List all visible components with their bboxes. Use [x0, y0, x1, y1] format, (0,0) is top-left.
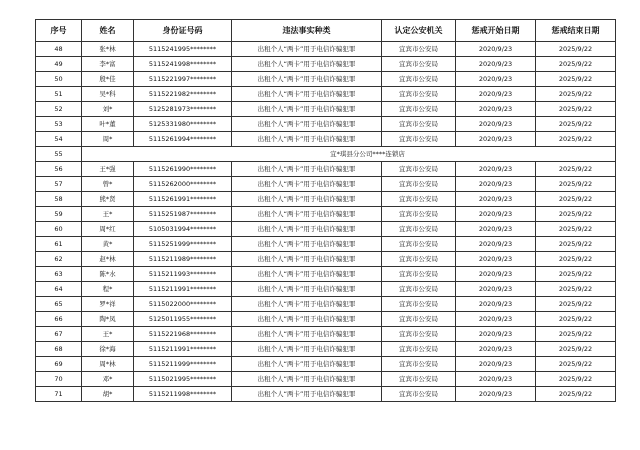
table-row	[36, 102, 616, 117]
cell-name: 吴*科	[82, 87, 134, 102]
cell-violation-type: 出租个人“两卡”用于电信诈骗犯罪	[232, 297, 382, 312]
cell-end-date: 2025/9/22	[536, 342, 616, 357]
cell-agency: 宜宾市公安局	[382, 297, 456, 312]
cell-serial: 53	[36, 117, 82, 132]
cell-violation-type: 出租个人“两卡”用于电信诈骗犯罪	[232, 387, 382, 402]
cell-serial: 63	[36, 267, 82, 282]
cell-end-date: 2025/9/22	[536, 237, 616, 252]
cell-serial: 50	[36, 72, 82, 87]
records-table	[35, 19, 616, 402]
cell-serial: 65	[36, 297, 82, 312]
cell-start-date: 2020/9/23	[456, 282, 536, 297]
cell-serial: 49	[36, 57, 82, 72]
cell-start-date: 2020/9/23	[456, 57, 536, 72]
cell-name: 赵*林	[82, 252, 134, 267]
cell-id-number: 5115261991********	[134, 192, 232, 207]
cell-serial: 54	[36, 132, 82, 147]
cell-name: 熊*贤	[82, 192, 134, 207]
cell-name: 胡*	[82, 387, 134, 402]
cell-serial: 55	[36, 147, 82, 162]
cell-start-date: 2020/9/23	[456, 297, 536, 312]
cell-violation-type: 出租个人“两卡”用于电信诈骗犯罪	[232, 42, 382, 57]
cell-name: 徐*海	[82, 342, 134, 357]
cell-id-number: 5125281973********	[134, 102, 232, 117]
cell-start-date: 2020/9/23	[456, 117, 536, 132]
table-row	[36, 42, 616, 57]
cell-id-number: 5115221997********	[134, 72, 232, 87]
cell-name: 黄*	[82, 237, 134, 252]
table-row	[36, 147, 616, 162]
cell-start-date: 2020/9/23	[456, 312, 536, 327]
table-row	[36, 387, 616, 402]
cell-start-date: 2020/9/23	[456, 267, 536, 282]
cell-name: 程*	[82, 282, 134, 297]
table-row	[36, 282, 616, 297]
cell-end-date: 2025/9/22	[536, 282, 616, 297]
cell-agency: 宜宾市公安局	[382, 222, 456, 237]
cell-id-number: 5115211998********	[134, 387, 232, 402]
cell-violation-type: 出租个人“两卡”用于电信诈骗犯罪	[232, 312, 382, 327]
document-sheet	[35, 19, 615, 402]
cell-agency: 宜宾市公安局	[382, 372, 456, 387]
cell-violation-type: 出租个人“两卡”用于电信诈骗犯罪	[232, 267, 382, 282]
table-row	[36, 162, 616, 177]
cell-serial: 52	[36, 102, 82, 117]
cell-name: 王*	[82, 327, 134, 342]
cell-violation-type: 出租个人“两卡”用于电信诈骗犯罪	[232, 192, 382, 207]
cell-violation-type: 出租个人“两卡”用于电信诈骗犯罪	[232, 102, 382, 117]
cell-id-number: 5115211993********	[134, 267, 232, 282]
table-row	[36, 132, 616, 147]
cell-end-date: 2025/9/22	[536, 42, 616, 57]
cell-start-date: 2020/9/23	[456, 252, 536, 267]
cell-start-date: 2020/9/23	[456, 222, 536, 237]
cell-agency: 宜宾市公安局	[382, 312, 456, 327]
cell-serial: 57	[36, 177, 82, 192]
header-id-number: 身份证号码	[134, 20, 232, 42]
cell-end-date: 2025/9/22	[536, 117, 616, 132]
cell-serial: 59	[36, 207, 82, 222]
header-serial: 序号	[36, 20, 82, 42]
cell-agency: 宜宾市公安局	[382, 237, 456, 252]
cell-serial: 61	[36, 237, 82, 252]
cell-violation-type: 出租个人“两卡”用于电信诈骗犯罪	[232, 357, 382, 372]
cell-end-date: 2025/9/22	[536, 87, 616, 102]
cell-agency: 宜宾市公安局	[382, 267, 456, 282]
cell-agency: 宜宾市公安局	[382, 252, 456, 267]
cell-end-date: 2025/9/22	[536, 57, 616, 72]
cell-end-date: 2025/9/22	[536, 387, 616, 402]
cell-violation-type: 出租个人“两卡”用于电信诈骗犯罪	[232, 57, 382, 72]
table-row	[36, 327, 616, 342]
cell-violation-type: 出租个人“两卡”用于电信诈骗犯罪	[232, 117, 382, 132]
cell-end-date: 2025/9/22	[536, 132, 616, 147]
cell-start-date: 2020/9/23	[456, 207, 536, 222]
cell-serial: 60	[36, 222, 82, 237]
cell-agency: 宜宾市公安局	[382, 207, 456, 222]
cell-violation-type: 出租个人“两卡”用于电信诈骗犯罪	[232, 222, 382, 237]
cell-id-number: 5115261994********	[134, 132, 232, 147]
cell-serial: 64	[36, 282, 82, 297]
cell-serial: 68	[36, 342, 82, 357]
cell-end-date: 2025/9/22	[536, 162, 616, 177]
table-row	[36, 252, 616, 267]
cell-name: 周*红	[82, 222, 134, 237]
header-end-date: 惩戒结束日期	[536, 20, 616, 42]
table-row	[36, 57, 616, 72]
cell-violation-type: 出租个人“两卡”用于电信诈骗犯罪	[232, 72, 382, 87]
table-row	[36, 87, 616, 102]
cell-end-date: 2025/9/22	[536, 372, 616, 387]
cell-agency: 宜宾市公安局	[382, 327, 456, 342]
header-row	[36, 20, 616, 42]
cell-name: 殷*佳	[82, 72, 134, 87]
header-start-date: 惩戒开始日期	[456, 20, 536, 42]
cell-merged-entity: 宜*琪县分公司****连锁店	[82, 147, 616, 162]
table-row	[36, 342, 616, 357]
cell-id-number: 5115241998********	[134, 57, 232, 72]
cell-serial: 67	[36, 327, 82, 342]
cell-violation-type: 出租个人“两卡”用于电信诈骗犯罪	[232, 372, 382, 387]
table-row	[36, 297, 616, 312]
cell-start-date: 2020/9/23	[456, 72, 536, 87]
table-row	[36, 192, 616, 207]
table-row	[36, 117, 616, 132]
cell-name: 陶*凤	[82, 312, 134, 327]
cell-violation-type: 出租个人“两卡”用于电信诈骗犯罪	[232, 207, 382, 222]
cell-violation-type: 出租个人“两卡”用于电信诈骗犯罪	[232, 252, 382, 267]
header-agency: 认定公安机关	[382, 20, 456, 42]
cell-name: 周*	[82, 132, 134, 147]
cell-end-date: 2025/9/22	[536, 207, 616, 222]
cell-id-number: 5115021995********	[134, 372, 232, 387]
cell-agency: 宜宾市公安局	[382, 192, 456, 207]
cell-id-number: 5115022000********	[134, 297, 232, 312]
table-row	[36, 372, 616, 387]
cell-agency: 宜宾市公安局	[382, 387, 456, 402]
cell-id-number: 5125011955********	[134, 312, 232, 327]
cell-start-date: 2020/9/23	[456, 132, 536, 147]
table-row	[36, 207, 616, 222]
cell-end-date: 2025/9/22	[536, 252, 616, 267]
cell-id-number: 5125331980********	[134, 117, 232, 132]
cell-agency: 宜宾市公安局	[382, 87, 456, 102]
cell-id-number: 5105031994********	[134, 222, 232, 237]
cell-name: 周*林	[82, 357, 134, 372]
cell-id-number: 5115261990********	[134, 162, 232, 177]
cell-end-date: 2025/9/22	[536, 267, 616, 282]
cell-id-number: 5115211991********	[134, 282, 232, 297]
cell-agency: 宜宾市公安局	[382, 282, 456, 297]
header-name: 姓名	[82, 20, 134, 42]
cell-name: 王*强	[82, 162, 134, 177]
table-row	[36, 222, 616, 237]
cell-name: 张*林	[82, 42, 134, 57]
cell-name: 邓*	[82, 372, 134, 387]
table-row	[36, 237, 616, 252]
cell-agency: 宜宾市公安局	[382, 162, 456, 177]
cell-violation-type: 出租个人“两卡”用于电信诈骗犯罪	[232, 87, 382, 102]
cell-serial: 71	[36, 387, 82, 402]
table-row	[36, 72, 616, 87]
table-body	[36, 42, 616, 402]
cell-serial: 48	[36, 42, 82, 57]
cell-start-date: 2020/9/23	[456, 372, 536, 387]
cell-end-date: 2025/9/22	[536, 177, 616, 192]
cell-serial: 69	[36, 357, 82, 372]
table-row	[36, 177, 616, 192]
cell-start-date: 2020/9/23	[456, 102, 536, 117]
cell-start-date: 2020/9/23	[456, 42, 536, 57]
cell-agency: 宜宾市公安局	[382, 357, 456, 372]
cell-start-date: 2020/9/23	[456, 177, 536, 192]
cell-agency: 宜宾市公安局	[382, 42, 456, 57]
cell-serial: 58	[36, 192, 82, 207]
cell-id-number: 5115262000********	[134, 177, 232, 192]
cell-serial: 62	[36, 252, 82, 267]
cell-violation-type: 出租个人“两卡”用于电信诈骗犯罪	[232, 237, 382, 252]
cell-agency: 宜宾市公安局	[382, 57, 456, 72]
cell-start-date: 2020/9/23	[456, 192, 536, 207]
cell-id-number: 5115221982********	[134, 87, 232, 102]
cell-end-date: 2025/9/22	[536, 192, 616, 207]
cell-id-number: 5115211999********	[134, 357, 232, 372]
cell-violation-type: 出租个人“两卡”用于电信诈骗犯罪	[232, 342, 382, 357]
cell-name: 王*	[82, 207, 134, 222]
cell-start-date: 2020/9/23	[456, 357, 536, 372]
cell-serial: 56	[36, 162, 82, 177]
cell-name: 陈*水	[82, 267, 134, 282]
cell-id-number: 5115241995********	[134, 42, 232, 57]
cell-agency: 宜宾市公安局	[382, 72, 456, 87]
cell-serial: 51	[36, 87, 82, 102]
cell-start-date: 2020/9/23	[456, 387, 536, 402]
cell-agency: 宜宾市公安局	[382, 177, 456, 192]
cell-agency: 宜宾市公安局	[382, 102, 456, 117]
cell-serial: 66	[36, 312, 82, 327]
cell-start-date: 2020/9/23	[456, 342, 536, 357]
cell-end-date: 2025/9/22	[536, 327, 616, 342]
cell-end-date: 2025/9/22	[536, 312, 616, 327]
cell-end-date: 2025/9/22	[536, 222, 616, 237]
cell-name: 李*富	[82, 57, 134, 72]
cell-violation-type: 出租个人“两卡”用于电信诈骗犯罪	[232, 162, 382, 177]
cell-violation-type: 出租个人“两卡”用于电信诈骗犯罪	[232, 132, 382, 147]
cell-start-date: 2020/9/23	[456, 87, 536, 102]
cell-serial: 70	[36, 372, 82, 387]
cell-end-date: 2025/9/22	[536, 357, 616, 372]
cell-end-date: 2025/9/22	[536, 72, 616, 87]
cell-id-number: 5115251999********	[134, 237, 232, 252]
cell-violation-type: 出租个人“两卡”用于电信诈骗犯罪	[232, 327, 382, 342]
cell-start-date: 2020/9/23	[456, 327, 536, 342]
cell-start-date: 2020/9/23	[456, 237, 536, 252]
table-row	[36, 312, 616, 327]
cell-name: 叶*董	[82, 117, 134, 132]
table-row	[36, 267, 616, 282]
cell-end-date: 2025/9/22	[536, 297, 616, 312]
cell-violation-type: 出租个人“两卡”用于电信诈骗犯罪	[232, 282, 382, 297]
cell-violation-type: 出租个人“两卡”用于电信诈骗犯罪	[232, 177, 382, 192]
cell-agency: 宜宾市公安局	[382, 117, 456, 132]
cell-name: 刘*	[82, 102, 134, 117]
header-violation-type: 违法事实种类	[232, 20, 382, 42]
cell-end-date: 2025/9/22	[536, 102, 616, 117]
table-row	[36, 357, 616, 372]
cell-agency: 宜宾市公安局	[382, 342, 456, 357]
cell-start-date: 2020/9/23	[456, 162, 536, 177]
cell-id-number: 5115211991********	[134, 342, 232, 357]
cell-id-number: 5115251987********	[134, 207, 232, 222]
cell-id-number: 5115221968********	[134, 327, 232, 342]
cell-agency: 宜宾市公安局	[382, 132, 456, 147]
cell-name: 曾*	[82, 177, 134, 192]
cell-name: 罗*祥	[82, 297, 134, 312]
cell-id-number: 5115211989********	[134, 252, 232, 267]
